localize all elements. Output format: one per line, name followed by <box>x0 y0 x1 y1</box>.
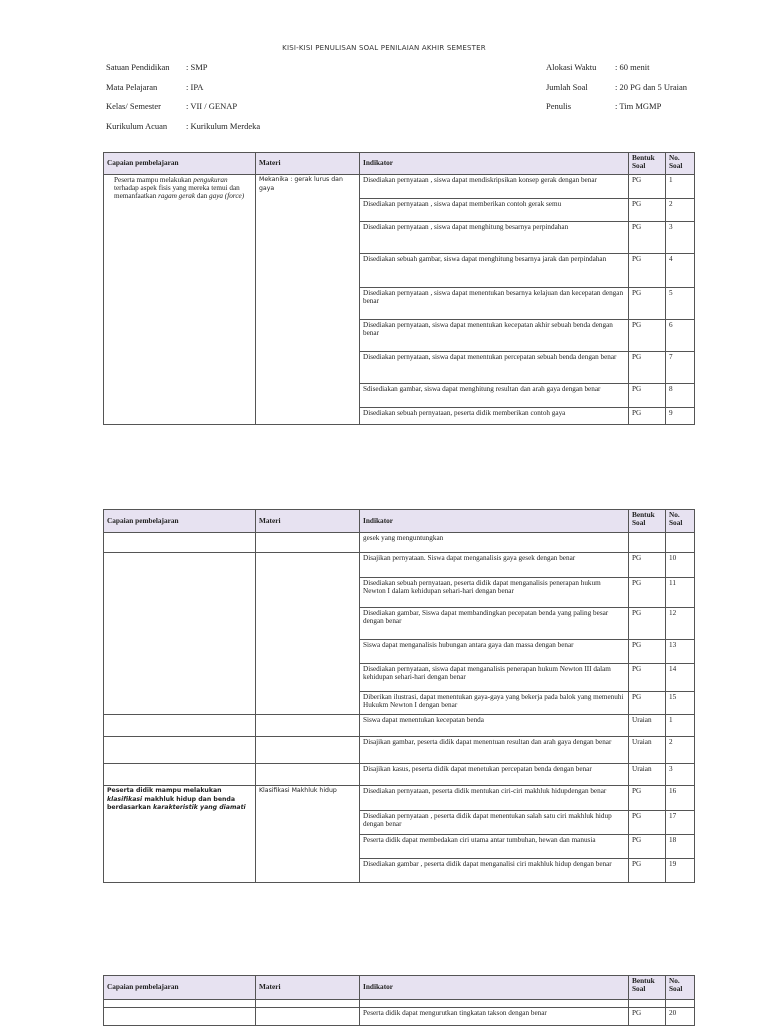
col-header-cp: Capaian pembelajaran <box>104 153 256 175</box>
cp-cell <box>104 715 256 737</box>
no-cell: 3 <box>666 764 695 786</box>
bentuk-cell: PG <box>629 608 666 640</box>
table-row <box>104 1008 695 1026</box>
bentuk-cell: Uraian <box>629 715 666 737</box>
no-cell: 14 <box>666 664 695 692</box>
no-cell <box>666 1000 695 1008</box>
indikator-cell: Disajikan gambar, peserta didik dapat menentuan resultan dan arah gaya dengan benar <box>360 737 629 764</box>
meta-row <box>106 62 260 82</box>
table-row <box>104 764 695 786</box>
grid-table-1 <box>103 152 695 425</box>
col-header-cp: Capaian pembelajaran <box>104 976 256 1000</box>
meta-label: Kurikulum Acuan <box>106 120 168 131</box>
bentuk-cell: PG <box>629 664 666 692</box>
cp-text: Peserta didik mampu melakukan <box>107 787 222 794</box>
bentuk-cell: PG <box>629 811 666 835</box>
meta-label: Kelas/ Semester <box>106 101 161 111</box>
document-title: KISI-KISI PENULISAN SOAL PENILAIAN AKHIR SEMESTER <box>282 44 486 52</box>
col-header-indikator: Indikator <box>360 976 629 1000</box>
cp-cell <box>104 764 256 786</box>
bentuk-cell <box>629 533 666 553</box>
no-cell: 12 <box>666 608 695 640</box>
cp-cell <box>104 553 256 715</box>
col-header-materi: Materi <box>256 153 360 175</box>
indikator-cell: Disediakan sebuah gambar, siswa dapat menghitung besarnya jarak dan perpindahan <box>360 254 629 288</box>
indikator-cell: Disediakan pernyataan , siswa dapat menentukan besarnya kelajuan dan kecepatan dengan benar <box>360 288 629 320</box>
indikator-cell: Siswa dapat menentukan kecepatan benda <box>360 715 629 737</box>
cp-emphasis: gaya (force) <box>209 192 245 201</box>
indikator-cell: Disajikan pernyataan. Siswa dapat menganalisis gaya gesek dengan benar <box>360 553 629 578</box>
materi-cell <box>256 715 360 737</box>
bentuk-cell: PG <box>629 692 666 715</box>
bentuk-cell: PG <box>629 199 666 222</box>
indikator-cell: Disediakan sebuah pernyataan, peserta didik dapat menganalisis penerapan hukum Newton I dalam kehidupan sehari-hari dengan benar <box>360 578 629 608</box>
indikator-cell: Sdisediakan gambar, siswa dapat menghitung resultan dan arah gaya dengan benar <box>360 384 629 408</box>
col-header-no: No. Soal <box>666 976 695 1000</box>
no-cell: 7 <box>666 352 695 384</box>
cp-emphasis: karakteristik yang diamati <box>153 804 246 811</box>
meta-left <box>106 62 260 140</box>
indikator-cell: Disediakan pernyataan, siswa dapat menganalisis penerapan hukum Newton III dalam kehidupan sehari-hari dengan benar <box>360 664 629 692</box>
meta-value: : Kurikulum Merdeka <box>186 120 261 131</box>
indikator-cell: Siswa dapat menganalisis hubungan antara gaya dan massa dengan benar <box>360 640 629 664</box>
indikator-cell: Peserta didik dapat mengurutkan tingkatan takson dengan benar <box>360 1008 629 1026</box>
bentuk-cell: PG <box>629 786 666 811</box>
no-cell: 1 <box>666 715 695 737</box>
cp-text: makhluk hidup dan benda berdasarkan <box>107 795 236 811</box>
table-row <box>104 175 695 199</box>
cp-cell <box>104 786 256 883</box>
bentuk-cell: PG <box>629 384 666 408</box>
no-cell: 2 <box>666 737 695 764</box>
bentuk-cell <box>629 1000 666 1008</box>
table-row <box>104 715 695 737</box>
col-header-indikator: Indikator <box>360 153 629 175</box>
meta-row <box>106 82 260 102</box>
meta-value: : SMP <box>186 62 208 72</box>
meta-value: : 20 PG dan 5 Uraian <box>615 81 688 92</box>
header-row <box>104 976 695 1000</box>
col-header-materi: Materi <box>256 976 360 1000</box>
table-row <box>104 737 695 764</box>
cp-cell <box>104 533 256 553</box>
indikator-cell: Diberikan ilustrasi, dapat menentukan gaya-gaya yang bekerja pada balok yang memenuhi Hukukm Newton I dengan benar <box>360 692 629 715</box>
indikator-cell: Disediakan pernyataan , siswa dapat mendiskripsikan konsep gerak dengan benar <box>360 175 629 199</box>
bentuk-cell: PG <box>629 553 666 578</box>
materi-cell <box>256 533 360 553</box>
no-cell: 10 <box>666 553 695 578</box>
no-cell: 5 <box>666 288 695 320</box>
bentuk-cell: Uraian <box>629 764 666 786</box>
materi-cell <box>256 553 360 715</box>
bentuk-cell: Uraian <box>629 737 666 764</box>
table-row <box>104 786 695 811</box>
cp-cell <box>104 175 256 425</box>
materi-cell <box>256 764 360 786</box>
table-row <box>104 1000 695 1008</box>
no-cell: 16 <box>666 786 695 811</box>
meta-value: : IPA <box>186 81 204 92</box>
indikator-cell: Disediakan pernyataan , siswa dapat memberikan contoh gerak semu <box>360 199 629 222</box>
bentuk-cell: PG <box>629 1008 666 1026</box>
indikator-cell: Disediakan pernyataan, siswa dapat menentukan percepatan sebuah benda dengan benar <box>360 352 629 384</box>
meta-row <box>106 101 260 121</box>
col-header-materi: Materi <box>256 510 360 533</box>
grid-table-2 <box>103 509 695 883</box>
bentuk-cell: PG <box>629 859 666 883</box>
meta-row <box>546 62 687 82</box>
indikator-cell: Disediakan sebuah pernyataan, peserta didik memberikan contoh gaya <box>360 408 629 425</box>
meta-row <box>546 82 687 102</box>
meta-label: Satuan Pendidikan <box>106 62 170 72</box>
no-cell: 17 <box>666 811 695 835</box>
indikator-cell <box>360 1000 629 1008</box>
indikator-cell: Disediakan gambar , peserta didik dapat menganalisi ciri makhluk hidup dengan benar <box>360 859 629 883</box>
bentuk-cell: PG <box>629 640 666 664</box>
col-header-bentuk: Bentuk Soal <box>629 976 666 1000</box>
bentuk-cell: PG <box>629 578 666 608</box>
cp-cell <box>104 737 256 764</box>
table-row <box>104 533 695 553</box>
cp-emphasis: klasifikasi <box>107 795 143 803</box>
col-header-bentuk: Bentuk Soal <box>629 153 666 175</box>
table-row <box>104 553 695 578</box>
no-cell: 8 <box>666 384 695 408</box>
col-header-cp: Capaian pembelajaran <box>104 510 256 533</box>
cp-text: dan <box>196 192 208 201</box>
materi-cell <box>256 1000 360 1008</box>
bentuk-cell: PG <box>629 254 666 288</box>
materi-cell: Mekanika : gerak lurus dan gaya <box>256 175 360 425</box>
indikator-cell: Disediakan pernyataan , peserta didik dapat menentukan salah satu ciri makhluk hidup dengan benar <box>360 811 629 835</box>
no-cell <box>666 533 695 553</box>
bentuk-cell: PG <box>629 288 666 320</box>
no-cell: 18 <box>666 835 695 859</box>
meta-row <box>546 101 687 121</box>
bentuk-cell: PG <box>629 320 666 352</box>
cp-text: terhadap aspek fisis yang mereka temui dan memanfaatkan <box>114 184 240 201</box>
bentuk-cell: PG <box>629 835 666 859</box>
indikator-cell: Disediakan pernyataan, peserta didik mentukan ciri-ciri makhluk hidupdengan benar <box>360 786 629 811</box>
col-header-no: No. Soal <box>666 153 695 175</box>
no-cell: 3 <box>666 222 695 254</box>
cp-emphasis: ragam gerak <box>158 192 196 201</box>
meta-label: Mata Pelajaran <box>106 81 158 92</box>
no-cell: 19 <box>666 859 695 883</box>
meta-label: Jumlah Soal <box>546 81 588 92</box>
cp-text: Peserta mampu melakukan <box>114 176 192 184</box>
indikator-cell: gesek yang menguntungkan <box>360 533 629 553</box>
meta-value: : Tim MGMP <box>615 101 662 111</box>
header-row <box>104 510 695 533</box>
meta-row <box>106 121 260 141</box>
no-cell: 2 <box>666 199 695 222</box>
materi-cell: Klasifikasi Makhluk hidup <box>256 786 360 883</box>
meta-label: Penulis <box>546 101 572 111</box>
bentuk-cell: PG <box>629 222 666 254</box>
no-cell: 9 <box>666 408 695 425</box>
indikator-cell: Disediakan gambar, Siswa dapat membandingkan pecepatan benda yang paling besar dengan benar <box>360 608 629 640</box>
header-row <box>104 153 695 175</box>
col-header-no: No. Soal <box>666 510 695 533</box>
no-cell: 15 <box>666 692 695 715</box>
no-cell: 6 <box>666 320 695 352</box>
cp-cell <box>104 1008 256 1026</box>
materi-cell <box>256 1008 360 1026</box>
materi-cell <box>256 737 360 764</box>
bentuk-cell: PG <box>629 408 666 425</box>
no-cell: 11 <box>666 578 695 608</box>
indikator-cell: Peserta didik dapat membedakan ciri utama antar tumbuhan, hewan dan manusia <box>360 835 629 859</box>
meta-label: Alokasi Waktu <box>546 62 597 72</box>
indikator-cell: Disediakan pernyataan , siswa dapat menghitung besarnya perpindahan <box>360 222 629 254</box>
meta-value: : VII / GENAP <box>186 101 238 111</box>
meta-value: : 60 menit <box>615 62 650 72</box>
no-cell: 4 <box>666 254 695 288</box>
meta-right <box>546 62 687 121</box>
grid-table-3 <box>103 975 695 1026</box>
bentuk-cell: PG <box>629 352 666 384</box>
indikator-cell: Disajikan kasus, peserta didik dapat menetukan percepatan benda dengan benar <box>360 764 629 786</box>
cp-emphasis: pengukuran <box>193 176 228 184</box>
no-cell: 1 <box>666 175 695 199</box>
bentuk-cell: PG <box>629 175 666 199</box>
col-header-bentuk: Bentuk Soal <box>629 510 666 533</box>
col-header-indikator: Indikator <box>360 510 629 533</box>
no-cell: 20 <box>666 1008 695 1026</box>
indikator-cell: Disediakan pernyataan, siswa dapat menentukan kecepatan akhir sebuah benda dengan benar <box>360 320 629 352</box>
cp-cell <box>104 1000 256 1008</box>
no-cell: 13 <box>666 640 695 664</box>
